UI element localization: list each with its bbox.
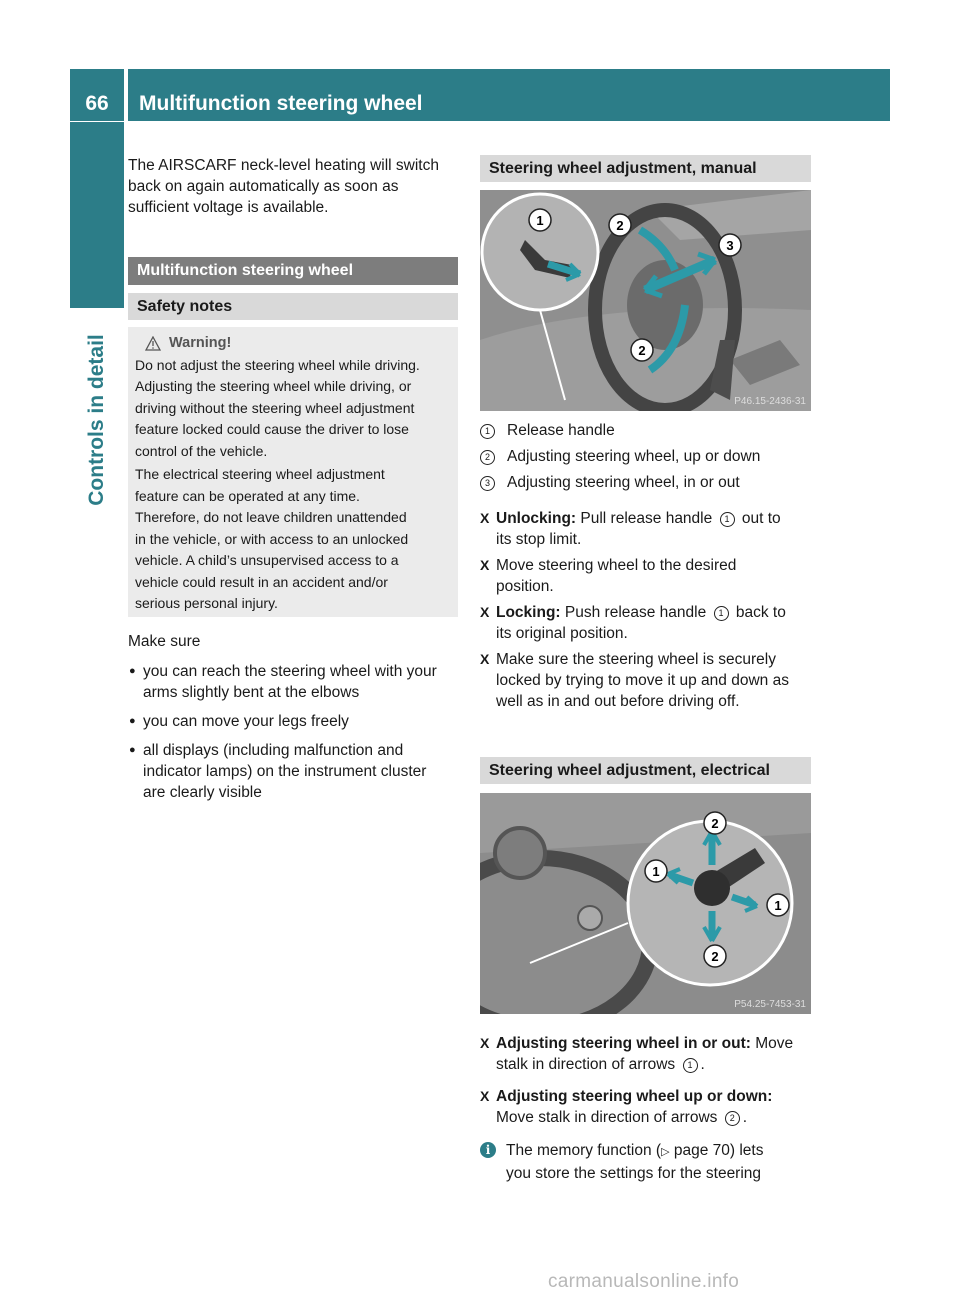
intro-paragraph (128, 155, 463, 218)
subsection-heading-text: Safety notes (137, 297, 233, 315)
callout-number: 2 (725, 1111, 740, 1126)
sidebar-label: Controls in detail (85, 334, 108, 506)
watermark: carmanualsonline.info (548, 1271, 740, 1292)
list-item (480, 446, 815, 467)
warning-line: vehicle. A child’s unsupervised access to a (135, 552, 399, 568)
legend-text: Adjusting steering wheel, up or down (507, 448, 761, 465)
sidebar-block (70, 122, 124, 308)
step-text: Push release handle (560, 604, 711, 621)
svg-text:1: 1 (652, 864, 660, 879)
bullet-line: all displays (including malfunction and (143, 742, 404, 759)
warning-paragraph (135, 464, 450, 615)
list-item (480, 649, 815, 712)
info-icon: i (480, 1142, 496, 1158)
page-number: 66 (85, 92, 109, 115)
legend-text: Adjusting steering wheel, in or out (507, 474, 740, 491)
step-text: Move steering wheel to the desired (496, 557, 737, 574)
intro-line: back on again automatically as soon as (128, 178, 399, 195)
step-text: well as in and out before driving off. (496, 693, 740, 710)
step-text: locked by trying to move it up and down as (496, 672, 789, 689)
warning-line: Therefore, do not leave children unattended (135, 509, 407, 525)
sidebar-label-wrap (70, 310, 124, 530)
figure-legend (480, 420, 815, 498)
step-marker: X (480, 1088, 490, 1104)
steering-wheel-illustration (480, 190, 811, 411)
bullet-line: arms slightly bent at the elbows (143, 684, 360, 701)
step-marker: X (480, 651, 490, 667)
figure-code: P54.25-7453-31 (734, 999, 806, 1010)
manual-heading (480, 155, 811, 182)
warning-line: feature locked could cause the driver to lose (135, 421, 409, 437)
callout-number: 3 (480, 476, 495, 491)
bullet-mark: ● (129, 744, 136, 756)
warning-line: feature can be operated at any time. (135, 487, 360, 504)
intro-line: The AIRSCARF neck-level heating will switch (128, 157, 439, 174)
info-note (480, 1140, 815, 1184)
step-marker: X (480, 557, 490, 573)
make-sure-label: Make sure (128, 633, 201, 650)
svg-text:2: 2 (711, 816, 719, 831)
svg-text:1: 1 (536, 213, 544, 228)
legend-text: Release handle (507, 422, 615, 439)
warning-box (128, 327, 458, 617)
bullet-line: you can reach the steering wheel with your (143, 663, 437, 680)
warning-heading (145, 333, 450, 355)
electrical-heading (480, 757, 811, 784)
step-text: position. (496, 578, 554, 595)
steering-stalk-illustration (480, 793, 811, 1014)
step-marker: X (480, 604, 490, 620)
warning-line: Adjusting the steering wheel while driving, or (135, 378, 412, 394)
list-item (480, 1086, 815, 1128)
info-text: page 70) lets (669, 1142, 764, 1159)
callout-number: 1 (683, 1058, 698, 1073)
callout-number: 1 (720, 512, 735, 527)
step-bold: Adjusting steering wheel in or out: (496, 1035, 751, 1052)
list-item (480, 420, 815, 441)
manual-heading-text: Steering wheel adjustment, manual (489, 159, 757, 177)
subsection-heading (128, 293, 458, 320)
intro-line: sufficient voltage is available. (128, 199, 329, 216)
section-heading-text: Multifunction steering wheel (137, 262, 354, 279)
section-heading (128, 257, 458, 285)
step-text: . (700, 1056, 705, 1073)
bullet-mark: ● (129, 715, 136, 727)
svg-text:1: 1 (774, 898, 782, 913)
svg-text:2: 2 (711, 949, 719, 964)
step-text: its stop limit. (496, 531, 582, 548)
list-item (128, 740, 463, 803)
step-text: Pull release handle (576, 510, 717, 527)
step-bold: Adjusting steering wheel up or down: (496, 1088, 773, 1105)
warning-triangle-icon (145, 336, 161, 351)
warning-title: Warning! (169, 335, 232, 351)
figure-code: P46.15-2436-31 (734, 396, 806, 407)
info-text: you store the settings for the steering (506, 1165, 762, 1182)
warning-line: Do not adjust the steering wheel while driving. (135, 356, 420, 373)
bullet-line: are clearly visible (143, 784, 262, 801)
bullet-list (128, 661, 463, 811)
list-item (480, 472, 815, 493)
list-item (480, 602, 815, 644)
manual-steps (480, 508, 815, 717)
list-item (480, 1033, 815, 1075)
warning-line: driving without the steering wheel adjustment (135, 399, 415, 416)
electrical-steps (480, 1033, 815, 1133)
svg-text:3: 3 (726, 238, 734, 253)
warning-line: serious personal injury. (135, 595, 278, 611)
step-text: Make sure the steering wheel is securely (496, 651, 776, 668)
step-text: back to (731, 604, 786, 621)
electrical-heading-text: Steering wheel adjustment, electrical (489, 761, 770, 779)
bullet-mark: ● (129, 665, 136, 677)
step-text: Move (750, 1035, 794, 1052)
list-item (128, 711, 463, 732)
step-text: out to (737, 510, 781, 527)
step-marker: X (480, 1035, 490, 1051)
step-text: Move stalk in direction of arrows (496, 1109, 722, 1126)
step-text: its original position. (496, 625, 628, 642)
svg-text:2: 2 (616, 218, 624, 233)
figure-electrical-steering (480, 793, 811, 1014)
step-text: . (742, 1109, 748, 1126)
callout-number: 1 (714, 606, 729, 621)
list-item (480, 508, 815, 550)
warning-line: The electrical steering wheel adjustment (135, 466, 385, 482)
warning-line: control of the vehicle. (135, 442, 268, 459)
info-text: The memory function ( (506, 1142, 662, 1159)
warning-paragraph (135, 355, 450, 463)
step-marker: X (480, 510, 490, 526)
svg-text:2: 2 (638, 343, 646, 358)
step-bold: Locking: (496, 604, 561, 621)
callout-number: 2 (480, 450, 495, 465)
list-item (480, 555, 815, 597)
list-item (128, 661, 463, 703)
bullet-line: indicator lamps) on the instrument cluster (143, 763, 427, 780)
step-bold: Unlocking: (496, 510, 577, 527)
bullet-line: you can move your legs freely (143, 713, 349, 730)
page-title: Multifunction steering wheel (139, 92, 423, 115)
warning-line: in the vehicle, or with access to an unlocked (135, 530, 409, 547)
warning-line: vehicle could result in an accident and/or (135, 573, 388, 590)
figure-manual-steering (480, 190, 811, 411)
step-text: stalk in direction of arrows (496, 1056, 680, 1073)
callout-number: 1 (480, 424, 495, 439)
page-ref-arrow-icon: ▷ (661, 1146, 670, 1158)
page-header (70, 69, 890, 121)
